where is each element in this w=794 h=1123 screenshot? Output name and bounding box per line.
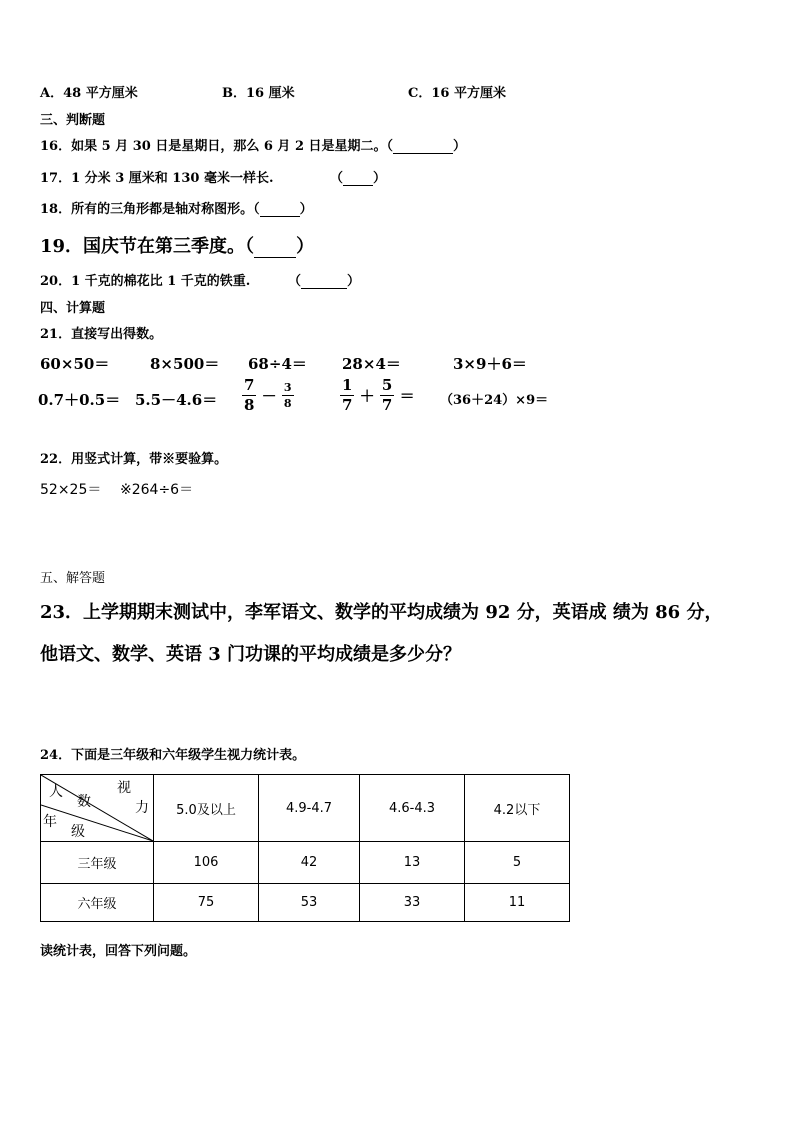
column-header: 4.6-4.3 — [360, 775, 465, 842]
answer-blank[interactable] — [343, 185, 373, 186]
table-cell: 75 — [154, 884, 259, 922]
table-cell: 11 — [465, 884, 570, 922]
calc-item: 68÷4＝ — [248, 355, 307, 373]
q20-text: 20．1 千克的棉花比 1 千克的铁重. — [40, 274, 251, 289]
row-label: 三年级 — [41, 842, 154, 884]
table-cell: 106 — [154, 842, 259, 884]
answer-blank[interactable] — [301, 288, 347, 289]
q20-close: ） — [347, 274, 361, 289]
calc-item: （36＋24）×9＝ — [440, 393, 549, 408]
denominator: 8 — [244, 396, 255, 414]
corner-ji: 级 — [71, 824, 85, 840]
corner-nian: 年 — [43, 814, 57, 830]
table-cell: 42 — [259, 842, 360, 884]
q24-footer: 读统计表，回答下列问题。 — [40, 944, 197, 959]
q24-title: 24．下面是三年级和六年级学生视力统计表。 — [40, 748, 306, 763]
q17-text: 17．1 分米 3 厘米和 130 毫米一样长. — [40, 171, 274, 186]
option-a: A．48 平方厘米 — [40, 86, 138, 101]
answer-blank[interactable] — [260, 216, 300, 217]
corner-ren: 人 — [49, 784, 63, 800]
denominator: 8 — [283, 397, 292, 410]
q20-answer — [288, 270, 360, 289]
vertical-calc-1: 52×25＝ — [40, 482, 102, 498]
fraction — [282, 382, 294, 409]
numerator: 7 — [244, 376, 255, 394]
question-20 — [40, 270, 250, 289]
corner-li: 力 — [135, 800, 149, 816]
q16-close: ） — [453, 139, 467, 154]
q23-line1: 23．上学期期末测试中，李军语文、数学的平均成绩为 92 分，英语成 绩为 86 分， — [40, 602, 723, 623]
table-cell: 5 — [465, 842, 570, 884]
q21-title: 21．直接写出得数。 — [40, 327, 163, 342]
q20-open: （ — [288, 274, 302, 289]
numerator: 5 — [381, 376, 393, 394]
q18-close: ） — [299, 202, 313, 217]
table-cell: 33 — [360, 884, 465, 922]
q18-text: 18．所有的三角形都是轴对称图形。（ — [40, 202, 260, 217]
equals: ＝ — [399, 387, 415, 405]
calc-item: 0.7＋0.5＝ — [38, 391, 121, 409]
option-c: C．16 平方厘米 — [408, 86, 506, 101]
fraction-expression-2 — [340, 378, 415, 413]
column-header: 5.0及以上 — [154, 775, 259, 842]
section-answer-heading: 五、解答题 — [40, 571, 106, 586]
fraction — [380, 378, 394, 413]
vertical-calc-2: ※264÷6＝ — [120, 482, 194, 498]
operator: ＋ — [359, 387, 375, 405]
q17-open: （ — [330, 171, 344, 186]
denominator: 7 — [381, 396, 393, 414]
q22-title: 22．用竖式计算，带※要验算。 — [40, 452, 228, 467]
q17-answer — [330, 167, 386, 186]
corner-shu: 数 — [77, 794, 91, 810]
question-17 — [40, 167, 273, 186]
calc-item: 28×4＝ — [342, 355, 401, 373]
option-b: B．16 厘米 — [222, 86, 295, 101]
calc-item: 3×9＋6＝ — [453, 355, 527, 373]
vision-table — [40, 774, 570, 922]
table-cell: 53 — [259, 884, 360, 922]
numerator: 1 — [342, 376, 353, 394]
fraction — [242, 378, 256, 413]
denominator: 7 — [342, 396, 353, 414]
q19-text: 19．国庆节在第三季度。（ — [40, 236, 255, 257]
calc-item: 5.5－4.6＝ — [135, 391, 218, 409]
table-row — [41, 884, 570, 922]
calc-item: 60×50＝ — [40, 355, 110, 373]
fraction — [340, 378, 354, 413]
calc-item: 8×500＝ — [150, 355, 220, 373]
corner-shi: 视 — [117, 780, 131, 796]
column-header: 4.2以下 — [465, 775, 570, 842]
table-cell: 13 — [360, 842, 465, 884]
section-calc-heading: 四、计算题 — [40, 301, 106, 316]
answer-blank[interactable] — [393, 153, 453, 154]
table-header-row — [41, 775, 570, 842]
question-19 — [40, 232, 314, 258]
fraction-expression-1 — [242, 378, 294, 413]
answer-blank[interactable] — [254, 257, 296, 258]
row-label: 六年级 — [41, 884, 154, 922]
table-row — [41, 842, 570, 884]
section-judge-heading: 三、判断题 — [40, 113, 106, 128]
numerator: 3 — [283, 381, 292, 394]
operator: － — [261, 387, 277, 405]
corner-cell — [41, 775, 154, 842]
q17-close: ） — [373, 171, 387, 186]
q16-text: 16．如果 5 月 30 日是星期日，那么 6 月 2 日是星期二。（ — [40, 139, 394, 154]
question-16 — [40, 135, 466, 154]
question-18 — [40, 198, 313, 217]
q23-line2: 他语文、数学、英语 3 门功课的平均成绩是多少分？ — [40, 644, 462, 665]
column-header: 4.9-4.7 — [259, 775, 360, 842]
q19-close: ） — [296, 236, 315, 257]
